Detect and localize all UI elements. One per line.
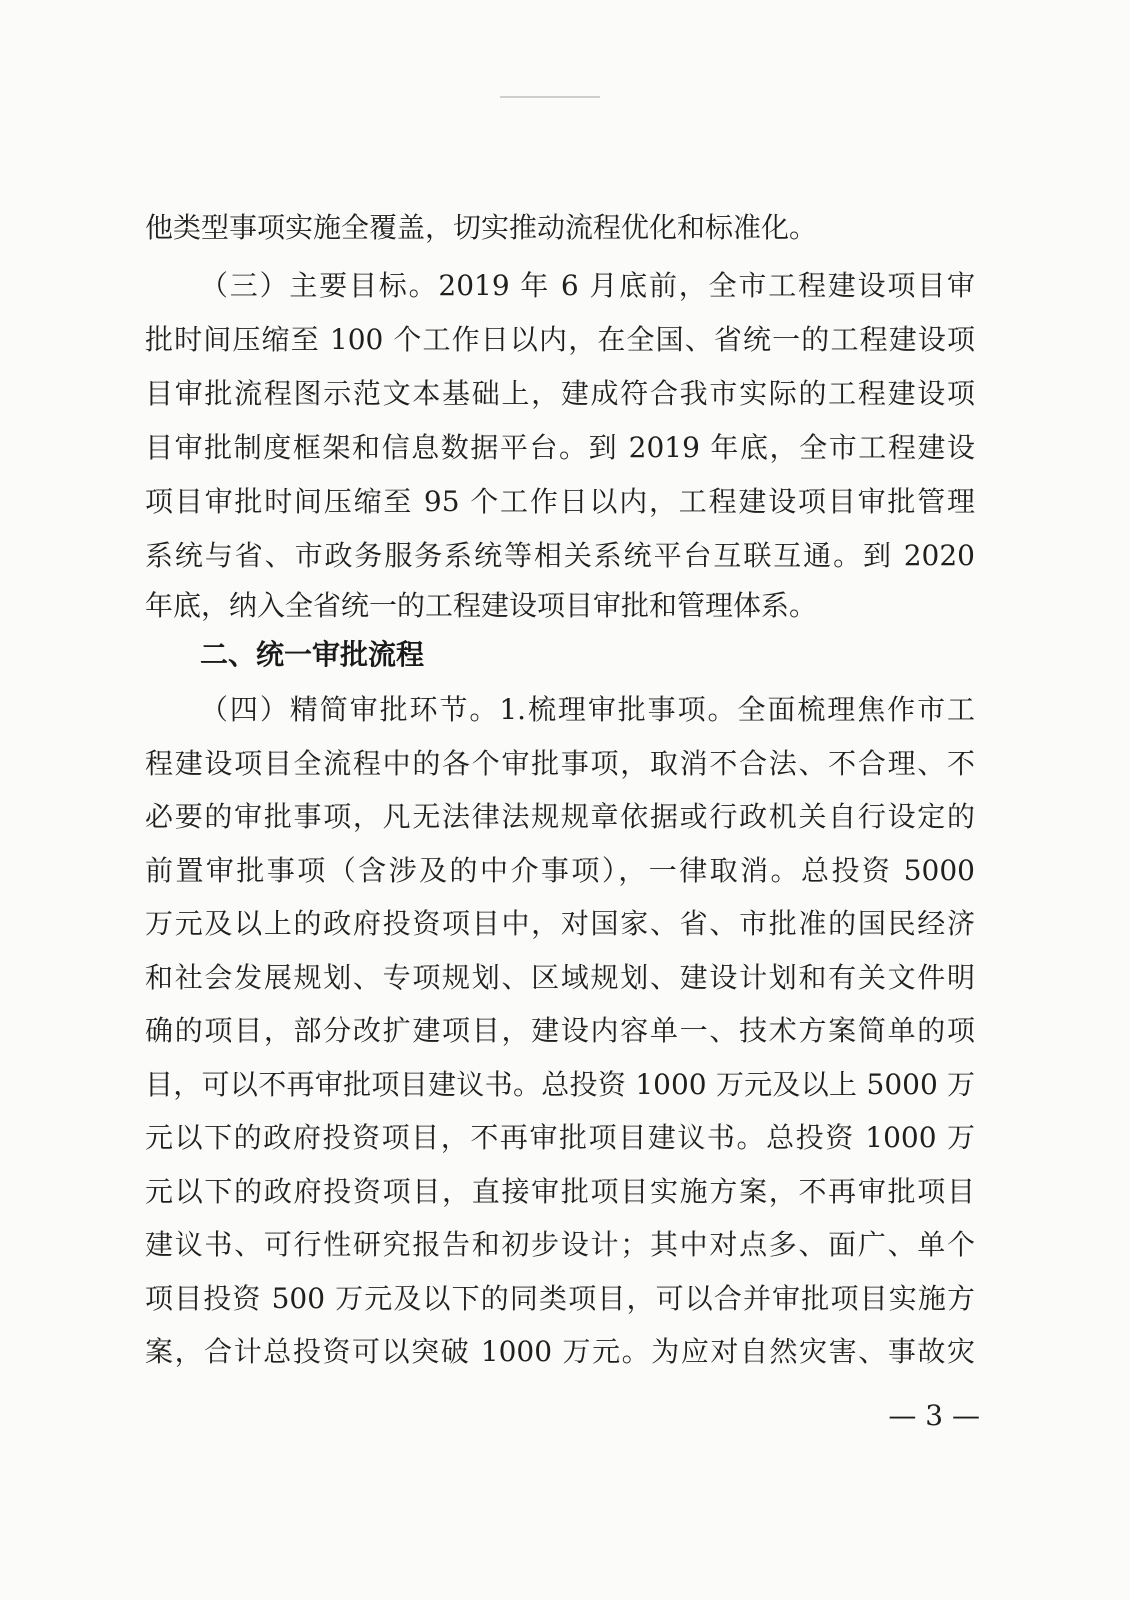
text-line: 前置审批事项（含涉及的中介事项），一律取消。总投资 5000 [145, 854, 975, 887]
text-line: 年底，纳入全省统一的工程建设项目审批和管理体系。 [145, 589, 818, 622]
text-line: 必要的审批事项，凡无法律法规规章依据或行政机关自行设定的 [145, 800, 975, 833]
paragraph-start-line: （三）主要目标。2019 年 6 月底前，全市工程建设项目审 [200, 269, 975, 302]
text-line: 项目审批时间压缩至 95 个工作日以内，工程建设项目审批管理 [145, 485, 975, 518]
text-line: 目，可以不再审批项目建议书。总投资 1000 万元及以上 5000 万 [145, 1068, 975, 1101]
text-line: 批时间压缩至 100 个工作日以内，在全国、省统一的工程建设项 [145, 323, 975, 356]
text-line: 确的项目，部分改扩建项目，建设内容单一、技术方案简单的项 [145, 1014, 975, 1047]
header-rule [500, 96, 600, 98]
text-line: 程建设项目全流程中的各个审批事项，取消不合法、不合理、不 [145, 747, 975, 780]
text-line: 元以下的政府投资项目，直接审批项目实施方案，不再审批项目 [145, 1175, 975, 1208]
text-line: 和社会发展规划、专项规划、区域规划、建设计划和有关文件明 [145, 961, 975, 994]
text-line: 目审批流程图示范文本基础上，建成符合我市实际的工程建设项 [145, 377, 975, 410]
text-line: 万元及以上的政府投资项目中，对国家、省、市批准的国民经济 [145, 907, 975, 940]
text-line: 他类型事项实施全覆盖，切实推动流程优化和标准化。 [145, 211, 818, 244]
text-line: 目审批制度框架和信息数据平台。到 2019 年底，全市工程建设 [145, 431, 975, 464]
paragraph-start-line: （四）精简审批环节。1.梳理审批事项。全面梳理焦作市工 [200, 693, 975, 726]
text-line: 建议书、可行性研究报告和初步设计；其中对点多、面广、单个 [145, 1228, 975, 1261]
text-line: 项目投资 500 万元及以下的同类项目，可以合并审批项目实施方 [145, 1282, 975, 1315]
text-line: 系统与省、市政务服务系统等相关系统平台互联互通。到 2020 [145, 539, 975, 572]
section-heading: 二、统一审批流程 [200, 638, 425, 671]
text-line: 案，合计总投资可以突破 1000 万元。为应对自然灾害、事故灾 [145, 1335, 975, 1368]
page-number: — 3 — [888, 1399, 980, 1432]
text-line: 元以下的政府投资项目，不再审批项目建议书。总投资 1000 万 [145, 1121, 975, 1154]
